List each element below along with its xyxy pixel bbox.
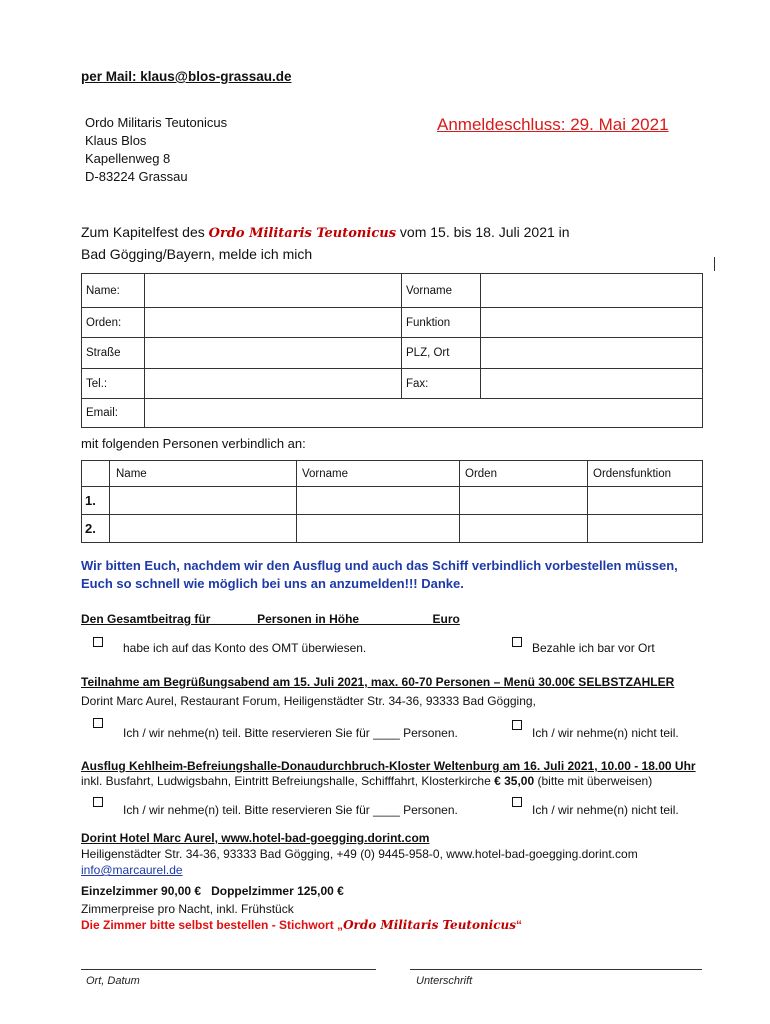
person-funktion-field[interactable]	[588, 515, 703, 543]
strasse-label: Straße	[82, 338, 145, 369]
welcome-title: Teilnahme am Begrüßungsabend am 15. Juli 2021, max. 60-70 Personen – Menü 30.00€ SELBSTZAHLER	[81, 675, 675, 689]
name-label: Name:	[82, 274, 145, 308]
person-vorname-field[interactable]	[297, 487, 460, 515]
orden-field[interactable]	[145, 308, 402, 338]
excursion-price: € 35,00	[494, 774, 535, 788]
person-funktion-field[interactable]	[588, 487, 703, 515]
address-block	[85, 114, 227, 186]
row-number: 2.	[82, 515, 110, 543]
signature-line-place	[81, 969, 376, 970]
hotel-email-link[interactable]: info@marcaurel.de	[81, 863, 183, 877]
intro-text	[81, 222, 721, 264]
welcome-yes-checkbox[interactable]	[93, 718, 103, 728]
hotel-title: Dorint Hotel Marc Aurel, www.hotel-bad-goegging.dorint.com	[81, 831, 430, 845]
excursion-yes-checkbox[interactable]	[93, 797, 103, 807]
persons-intro: mit folgenden Personen verbindlich an:	[81, 436, 306, 451]
persons-header-name: Name	[110, 461, 297, 487]
payment-transfer-checkbox[interactable]	[93, 637, 103, 647]
excursion-details-text: (bitte mit überweisen)	[534, 774, 653, 788]
plz-field[interactable]	[481, 338, 703, 369]
funktion-label: Funktion	[402, 308, 481, 338]
strasse-field[interactable]	[145, 338, 402, 369]
excursion-details	[81, 774, 652, 788]
fax-field[interactable]	[481, 369, 703, 399]
address-line: Klaus Blos	[85, 133, 147, 148]
registration-form	[81, 273, 703, 428]
signature-line-sign	[410, 969, 702, 970]
vorname-label: Vorname	[402, 274, 481, 308]
payment-cash-label: Bezahle ich bar vor Ort	[532, 641, 655, 655]
orden-label: Orden:	[82, 308, 145, 338]
hotel-booking-text: Die Zimmer bitte selbst bestellen - Stichwort „	[81, 918, 344, 932]
hotel-booking-text: “	[516, 918, 523, 932]
person-vorname-field[interactable]	[297, 515, 460, 543]
excursion-yes-label: Ich / wir nehme(n) teil. Bitte reservieren Sie für ____ Personen.	[123, 803, 458, 817]
signature-label: Unterschrift	[416, 975, 473, 987]
plz-label: PLZ, Ort	[402, 338, 481, 369]
excursion-no-label: Ich / wir nehme(n) nicht teil.	[532, 803, 679, 817]
order-name-logo: Ordo Militaris Teutonicus	[343, 918, 517, 932]
welcome-no-checkbox[interactable]	[512, 720, 522, 730]
hotel-prices: Einzelzimmer 90,00 € Doppelzimmer 125,00 €	[81, 884, 344, 898]
notice-line: Euch so schnell wie möglich bei uns an anzumelden!!! Danke.	[81, 576, 464, 591]
intro-prefix: Zum Kapitelfest des	[81, 224, 205, 240]
address-line: Ordo Militaris Teutonicus	[85, 115, 228, 130]
row-number: 1.	[82, 487, 110, 515]
person-name-field[interactable]	[110, 515, 297, 543]
persons-header-orden: Orden	[460, 461, 588, 487]
notice-line: Wir bitten Euch, nachdem wir den Ausflug und auch das Schiff verbindlich vorbestellen müssen,	[81, 558, 678, 573]
welcome-location: Dorint Marc Aurel, Restaurant Forum, Heiligenstädter Str. 34-36, 93333 Bad Gögging,	[81, 694, 536, 708]
tel-label: Tel.:	[82, 369, 145, 399]
payment-title: Den Gesamtbeitrag für ______ Personen in Höhe __________ Euro	[81, 612, 460, 626]
address-line: D-83224 Grassau	[85, 169, 188, 184]
intro-line2: Bad Gögging/Bayern, melde ich mich	[81, 246, 313, 262]
notice	[81, 557, 721, 593]
vorname-field[interactable]	[481, 274, 703, 308]
persons-header-funktion: Ordensfunktion	[588, 461, 703, 487]
excursion-details-text: inkl. Busfahrt, Ludwigsbahn, Eintritt Befreiungshalle, Schifffahrt,	[81, 774, 419, 788]
place-date-label: Ort, Datum	[86, 975, 140, 987]
table-row	[82, 487, 703, 515]
person-orden-field[interactable]	[460, 515, 588, 543]
email-label: Email:	[82, 399, 145, 428]
deadline: Anmeldeschluss: 29. Mai 2021	[437, 115, 669, 134]
order-name-logo: Ordo Militaris Teutonicus	[208, 226, 397, 241]
hotel-address: Heiligenstädter Str. 34-36, 93333 Bad Gögging, +49 (0) 9445-958-0, www.hotel-bad-goegging.dorint.com	[81, 847, 638, 861]
email-field[interactable]	[145, 399, 703, 428]
hotel-prices-note: Zimmerpreise pro Nacht, inkl. Frühstück	[81, 902, 294, 916]
funktion-field[interactable]	[481, 308, 703, 338]
address-line: Kapellenweg 8	[85, 151, 171, 166]
fax-label: Fax:	[402, 369, 481, 399]
mail-line[interactable]: per Mail: klaus@blos-grassau.de	[81, 69, 292, 84]
persons-table	[81, 460, 703, 543]
persons-header-empty	[82, 461, 110, 487]
excursion-details-text: Klosterkirche	[418, 774, 495, 788]
hotel-booking-note	[81, 918, 522, 932]
text-cursor	[714, 257, 715, 271]
excursion-title: Ausflug Kehlheim-Befreiungshalle-Donaudurchbruch-Kloster Weltenburg am 16. Juli 2021, 10.00 - 18.00 Uhr	[81, 759, 696, 773]
welcome-no-label: Ich / wir nehme(n) nicht teil.	[532, 726, 679, 740]
table-row	[82, 515, 703, 543]
person-name-field[interactable]	[110, 487, 297, 515]
intro-suffix: vom 15. bis 18. Juli 2021 in	[396, 224, 570, 240]
tel-field[interactable]	[145, 369, 402, 399]
welcome-yes-label: Ich / wir nehme(n) teil. Bitte reservieren Sie für ____ Personen.	[123, 726, 458, 740]
persons-header-vorname: Vorname	[297, 461, 460, 487]
person-orden-field[interactable]	[460, 487, 588, 515]
payment-cash-checkbox[interactable]	[512, 637, 522, 647]
payment-transfer-label: habe ich auf das Konto des OMT überwiesen.	[123, 641, 367, 655]
excursion-no-checkbox[interactable]	[512, 797, 522, 807]
name-field[interactable]	[145, 274, 402, 308]
